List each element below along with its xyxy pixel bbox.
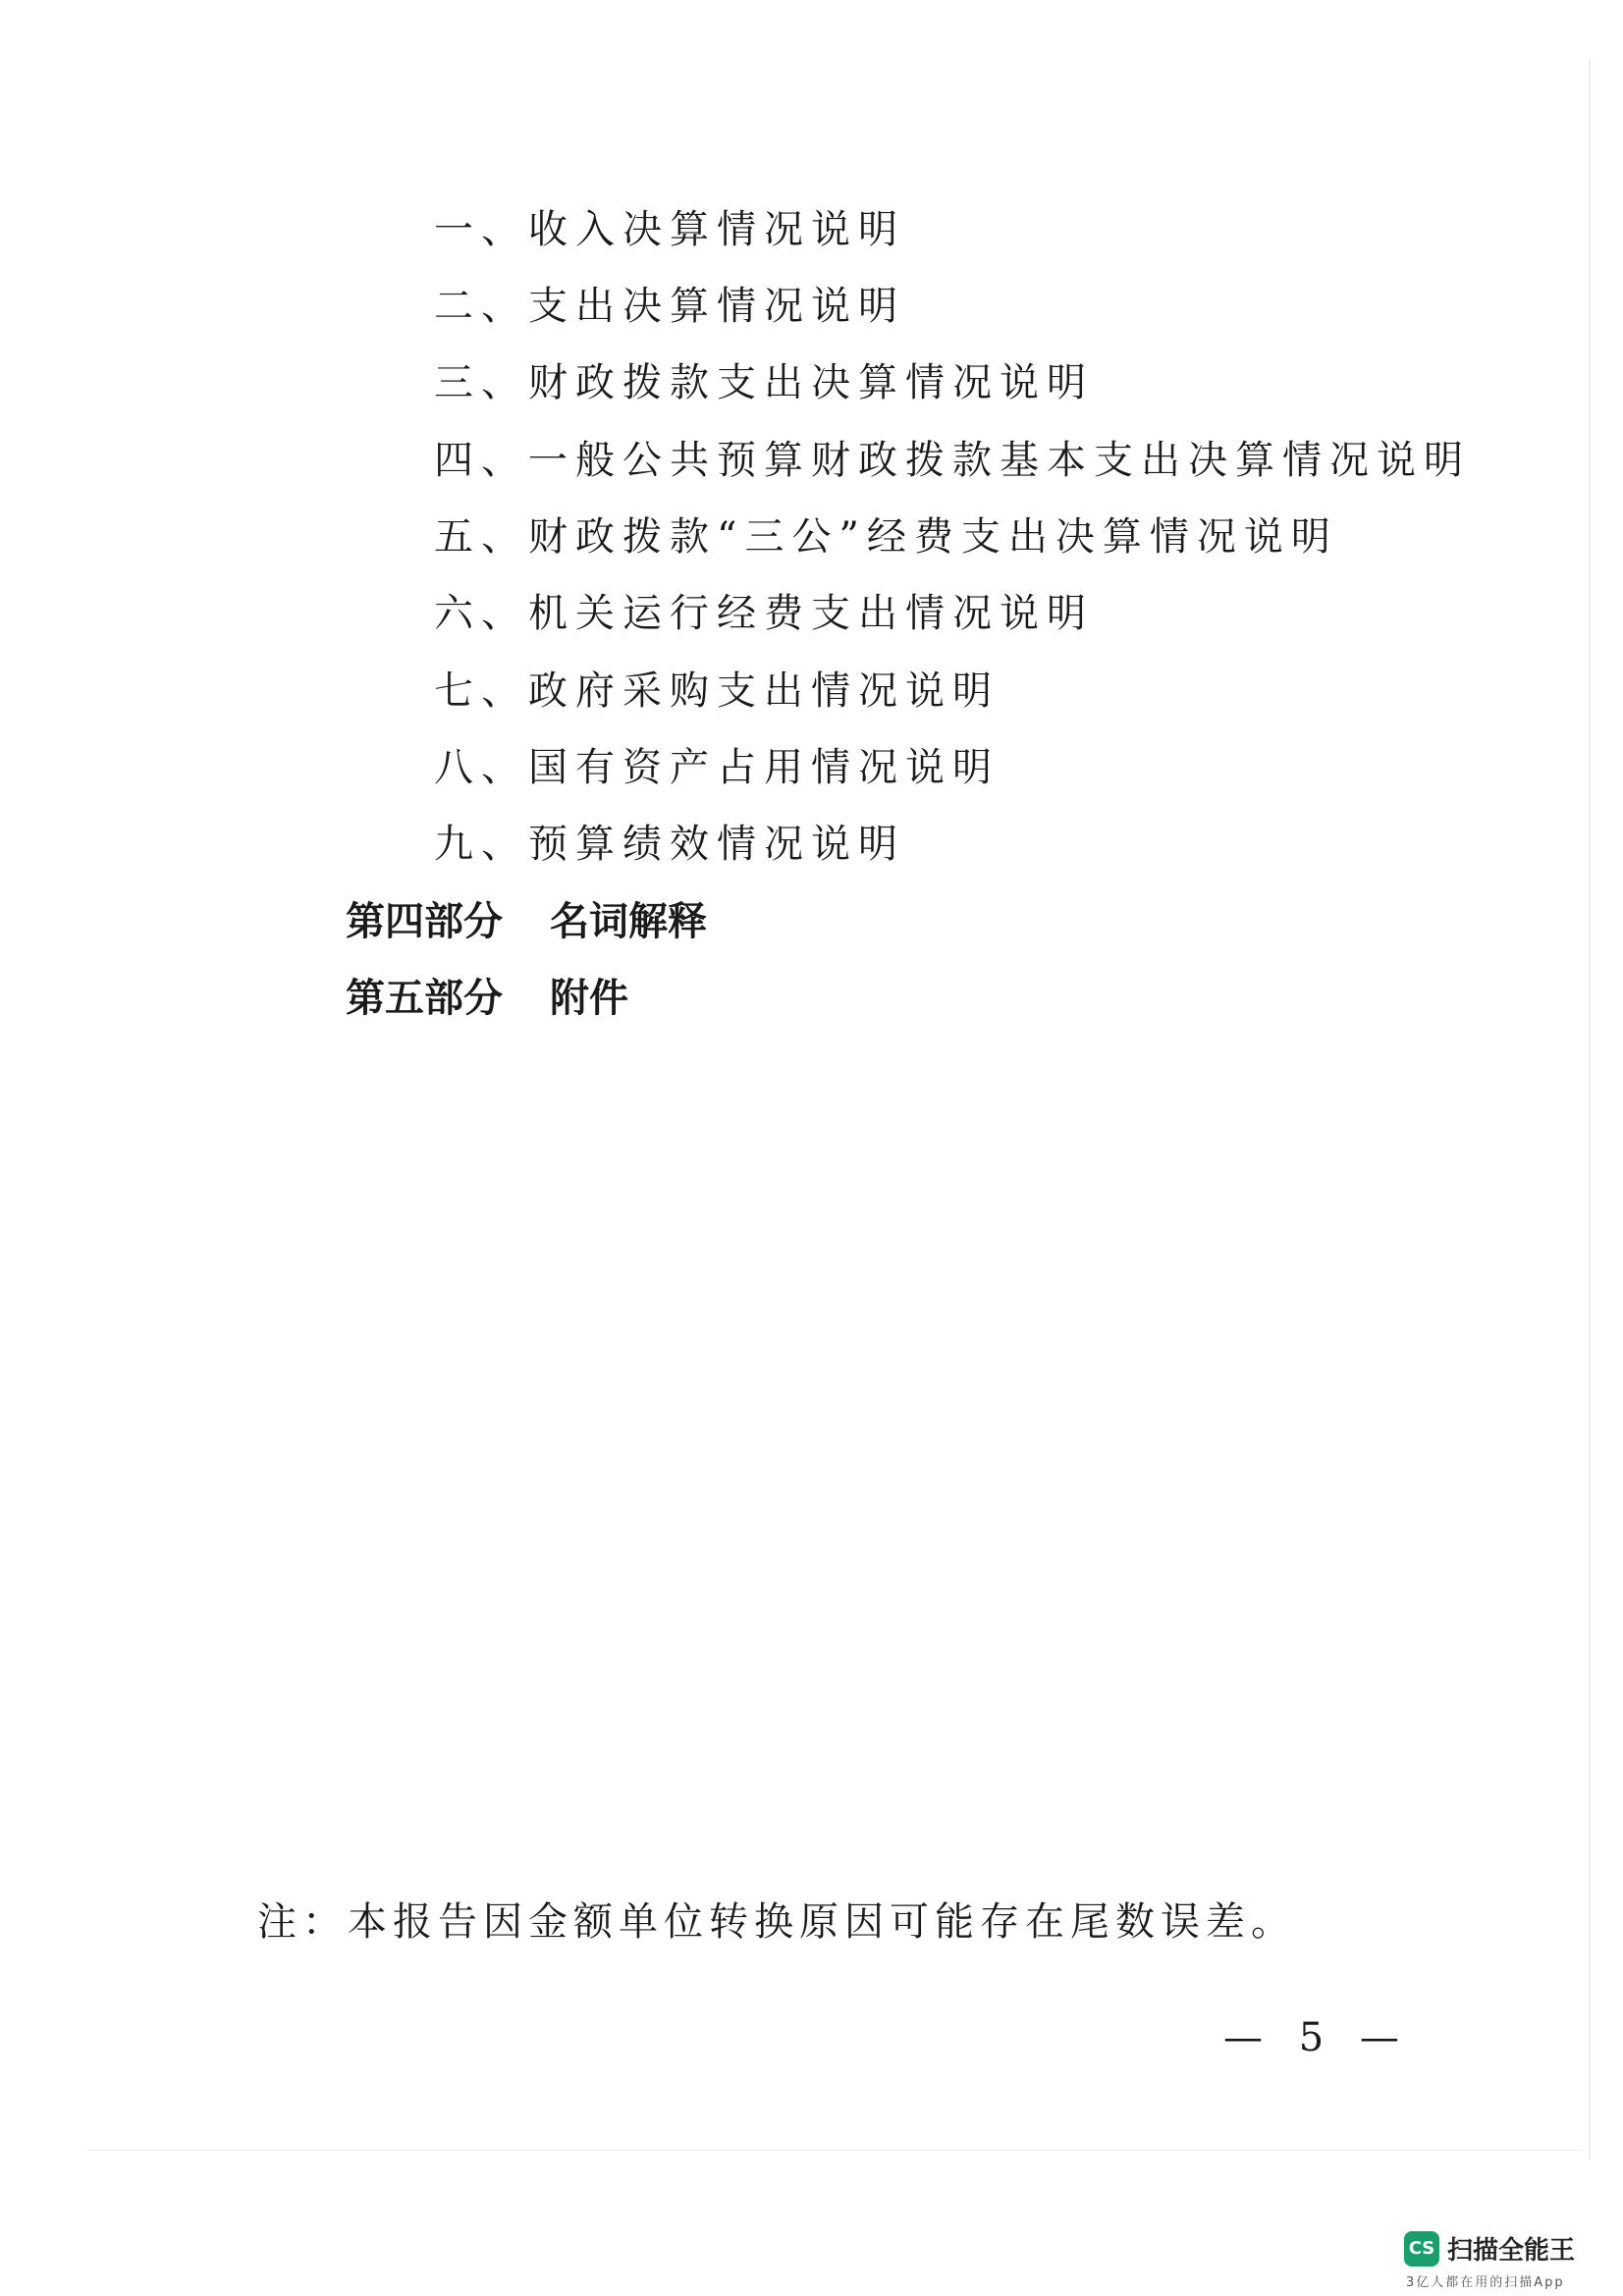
toc-item-4: 四、一般公共预算财政拨款基本支出决算情况说明 [434,438,1471,483]
toc-item-7: 七、政府采购支出情况说明 [434,668,1000,714]
camscanner-icon: CS [1404,2231,1439,2267]
page-edge-line [88,2150,1581,2151]
toc-item-1: 一、收入决算情况说明 [434,207,905,252]
part-four-title: 名词解释 [550,899,707,944]
page-number: — 5 — [1223,2015,1411,2060]
part-five-heading [346,975,628,1022]
toc-item-5: 五、财政拨款“三公”经费支出决算情况说明 [434,514,1338,560]
part-five-title: 附件 [550,976,628,1021]
toc-item-6: 六、机关运行经费支出情况说明 [434,591,1094,636]
watermark-tagline: 3亿人都在用的扫描App [1406,2275,1565,2290]
part-four-heading [346,898,707,945]
toc-item-2: 二、支出决算情况说明 [434,284,905,329]
scan-edge-shadow [1589,59,1591,2160]
part-five-label: 第五部分 [346,976,503,1021]
toc-item-8: 八、国有资产占用情况说明 [434,745,1000,790]
part-four-label: 第四部分 [346,899,503,944]
watermark-name: 扫描全能王 [1447,2236,1576,2266]
toc-item-9: 九、预算绩效情况说明 [434,822,905,867]
scanner-watermark [1404,2230,1575,2267]
footnote: 注：本报告因金额单位转换原因可能存在尾数误差。 [257,1899,1296,1945]
toc-item-3: 三、财政拨款支出决算情况说明 [434,360,1094,405]
